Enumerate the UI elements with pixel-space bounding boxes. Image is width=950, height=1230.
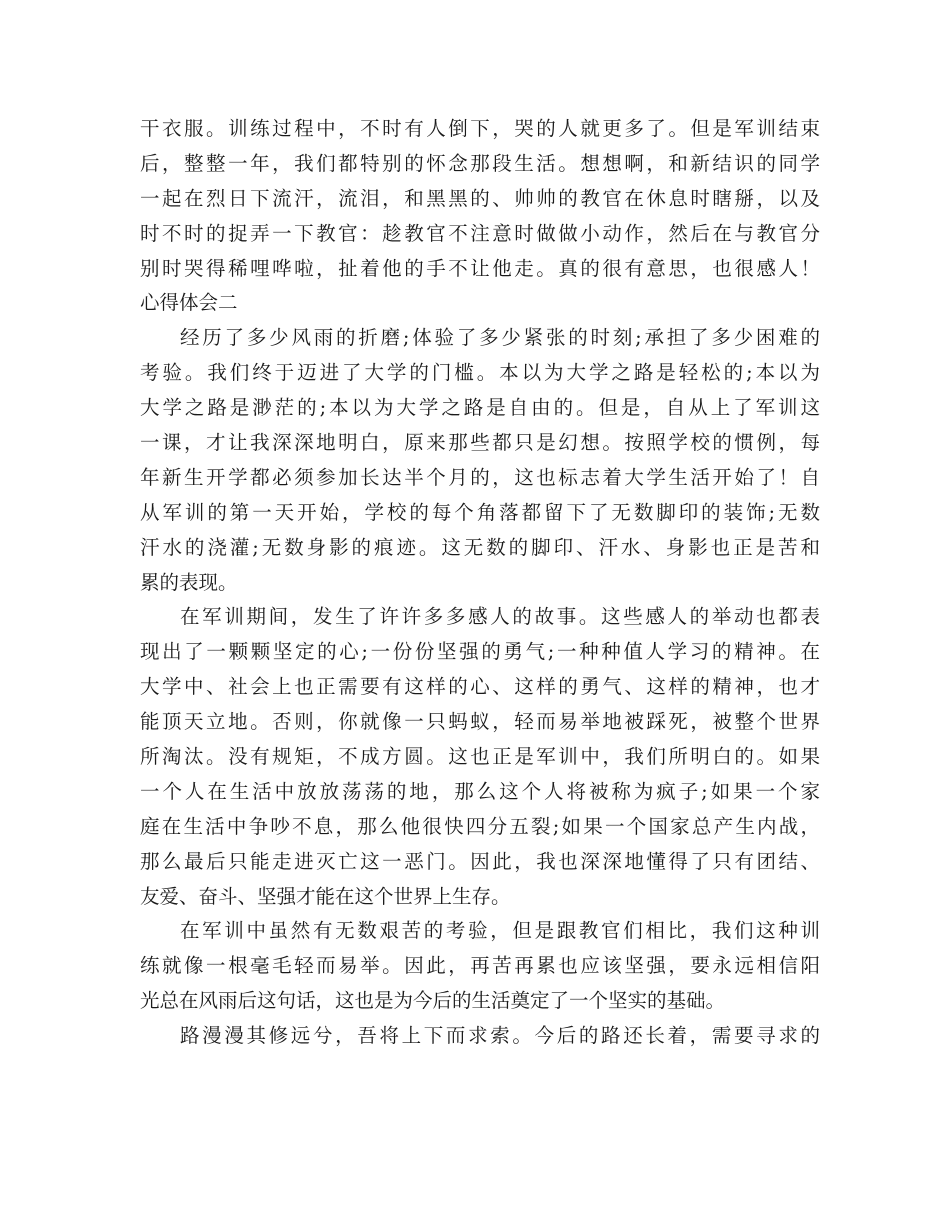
text-line: 能顶天立地。否则，你就像一只蚂蚁，轻而易举地被踩死，被整个世界 (140, 710, 820, 734)
text-line: 大学中、社会上也正需要有这样的心、这样的勇气、这样的精神，也才 (140, 675, 820, 699)
text-line: 考验。我们终于迈进了大学的门槛。本以为大学之路是轻松的;本以为 (140, 361, 820, 385)
section-heading: 心得体会二 (140, 291, 238, 315)
text-line: 友爱、奋斗、坚强才能在这个世界上生存。 (140, 884, 511, 908)
text-line: 年新生开学都必须参加长达半个月的，这也标志着大学生活开始了！自 (140, 465, 820, 489)
text-line: 一起在烈日下流汗，流泪，和黑黑的、帅帅的教官在休息时瞎掰，以及 (140, 186, 820, 210)
text-line: 时不时的捉弄一下教官：趁教官不注意时做做小动作，然后在与教官分 (140, 221, 820, 245)
text-line: 经历了多少风雨的折磨;体验了多少紧张的时刻;承担了多少困难的 (180, 326, 820, 350)
text-line: 在军训期间，发生了许许多多感人的故事。这些感人的举动也都表 (180, 605, 820, 629)
text-line: 干衣服。训练过程中，不时有人倒下，哭的人就更多了。但是军训结束 (140, 117, 820, 140)
text-line: 大学之路是渺茫的;本以为大学之路是自由的。但是，自从上了军训这 (140, 396, 820, 420)
text-line: 后，整整一年，我们都特别的怀念那段生活。想想啊，和新结识的同学 (140, 151, 820, 175)
text-line: 光总在风雨后这句话，这也是为今后的生活奠定了一个坚实的基础。 (140, 989, 726, 1013)
text-line: 别时哭得稀哩哗啦，扯着他的手不让他走。真的很有意思，也很感人！ (140, 256, 820, 280)
text-line: 累的表现。 (140, 570, 238, 594)
text-line: 路漫漫其修远兮，吾将上下而求索。今后的路还长着，需要寻求的 (180, 1024, 820, 1048)
text-line: 练就像一根毫毛轻而易举。因此，再苦再累也应该坚强，要永远相信阳 (140, 954, 820, 978)
text-line: 在军训中虽然有无数艰苦的考验，但是跟教官们相比，我们这种训 (180, 919, 820, 943)
text-line: 那么最后只能走进灭亡这一恶门。因此，我也深深地懂得了只有团结、 (140, 849, 820, 873)
text-line: 一个人在生活中放放荡荡的地，那么这个人将被称为疯子;如果一个家 (140, 779, 820, 803)
text-line: 从军训的第一天开始，学校的每个角落都留下了无数脚印的装饰;无数 (140, 500, 820, 524)
text-line: 所淘汰。没有规矩，不成方圆。这也正是军训中，我们所明白的。如果 (140, 745, 820, 769)
text-line: 汗水的浇灌;无数身影的痕迹。这无数的脚印、汗水、身影也正是苦和 (140, 535, 820, 559)
text-line: 一课，才让我深深地明白，原来那些都只是幻想。按照学校的惯例，每 (140, 431, 820, 455)
text-line: 现出了一颗颗坚定的心;一份份坚强的勇气;一种种值人学习的精神。在 (140, 640, 820, 664)
text-line: 庭在生活中争吵不息，那么他很快四分五裂;如果一个国家总产生内战， (140, 814, 820, 838)
document-body (140, 112, 820, 1054)
